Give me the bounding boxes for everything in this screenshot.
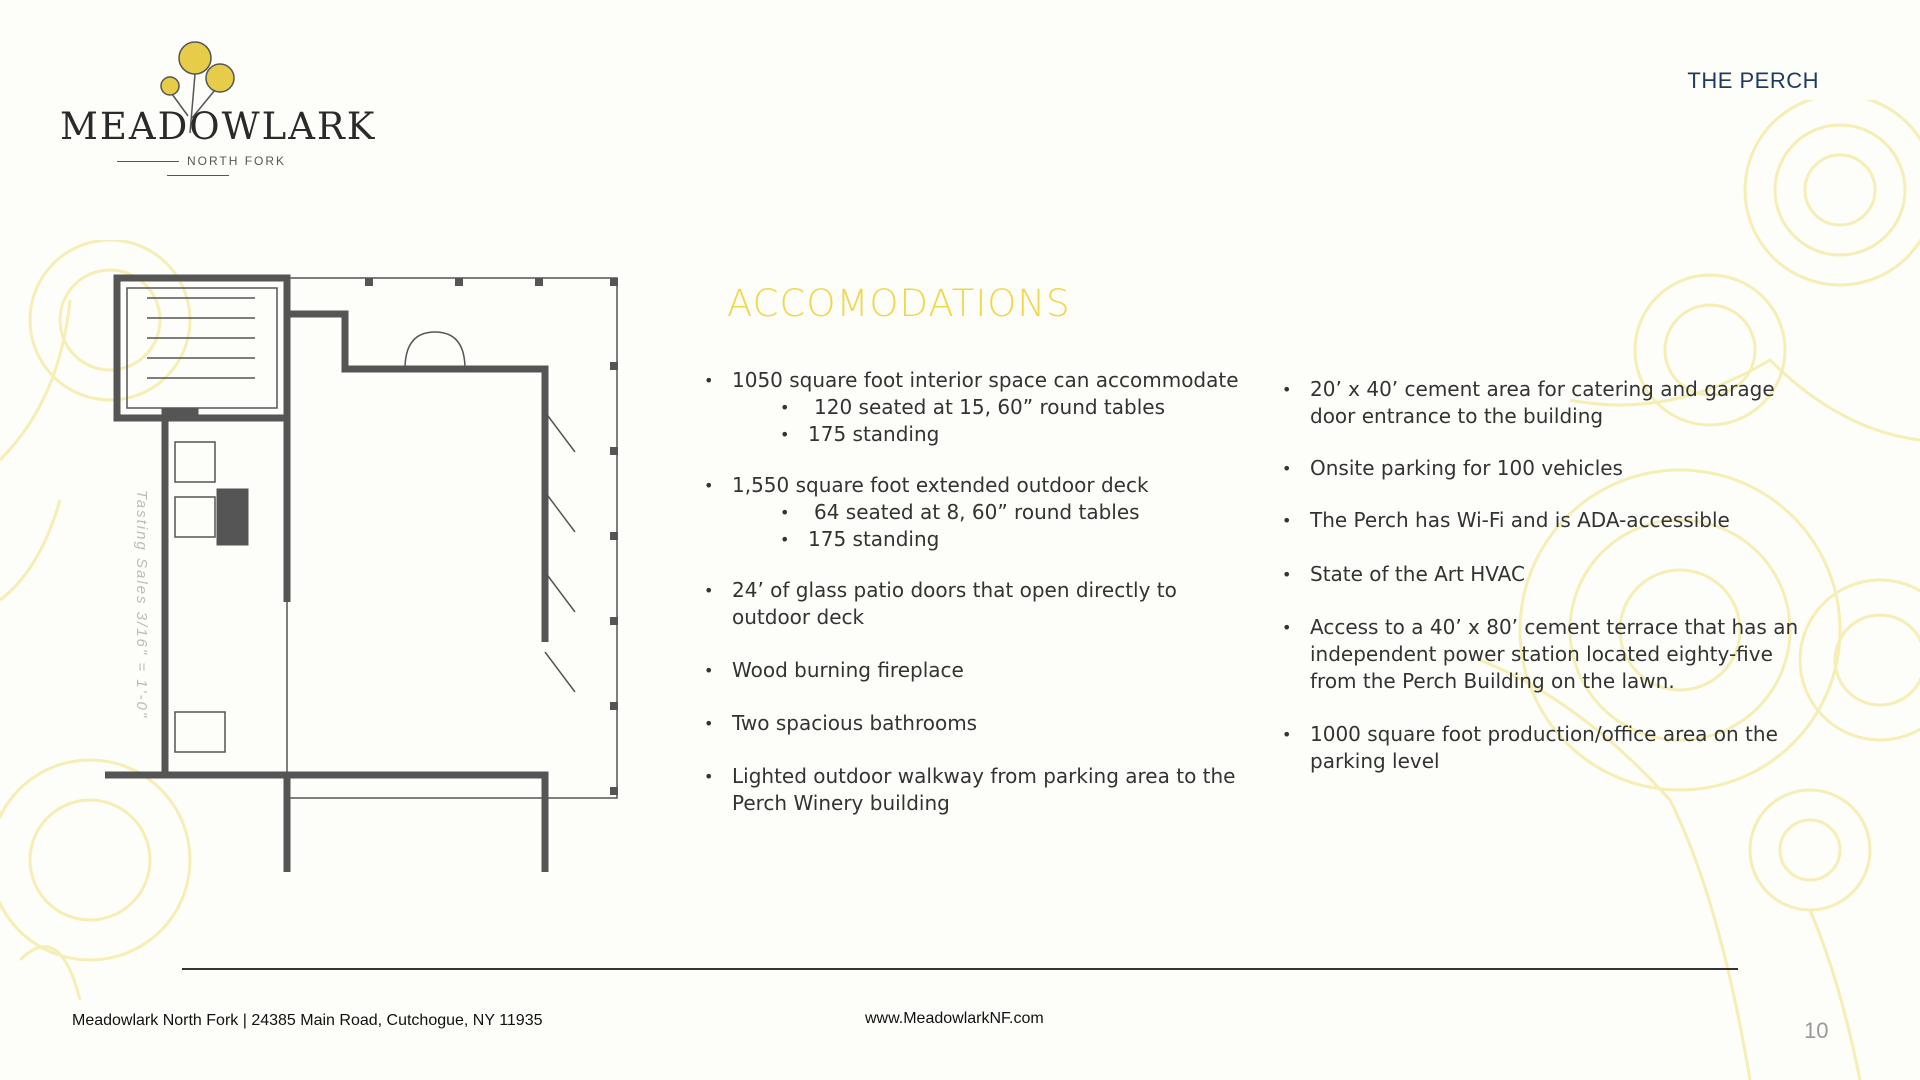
logo-subline-text: NORTH FORK [186,154,287,168]
footer-website-link[interactable]: www.MeadowlarkNF.com [865,1010,1044,1027]
list-item: • Access to a 40’ x 80’ cement terrace that has an independent power station located eighty-five from the Perch Building on the lawn. [1282,614,1802,695]
sub-list-item: • 175 standing [780,421,1244,448]
list-item: • Onsite parking for 100 vehicles [1282,455,1802,482]
list-item-text: Two spacious bathrooms [732,711,978,735]
sub-list-item: • 64 seated at 8, 60” round tables [780,499,1244,526]
page-number: 10 [1804,1018,1829,1043]
list-item [704,657,1244,684]
amenities-list-right [1282,376,1802,775]
footer-divider [182,968,1738,970]
list-item: • State of the Art HVAC [1282,561,1802,588]
section-title: ACCOMODATIONS [727,282,1071,325]
sub-list [732,394,1244,448]
list-item [704,577,1244,631]
sub-list-item: • 175 standing [780,526,1244,553]
amenities-list-left [704,367,1244,817]
list-item [704,763,1244,817]
list-item: • 1000 square foot production/office area on the parking level [1282,721,1802,775]
list-item-text: 1050 square foot interior space can accommodate [732,368,1239,392]
list-item-text: 1,550 square foot extended outdoor deck [732,473,1149,497]
list-item [704,472,1244,553]
sub-list [732,499,1244,553]
list-item-text: 24’ of glass patio doors that open directly to outdoor deck [732,578,1177,629]
logo-wordmark: MEADOWLARK [60,105,377,148]
list-item: • The Perch has Wi-Fi and is ADA-accessible [1282,507,1802,534]
footer-address: Meadowlark North Fork | 24385 Main Road, Cutchogue, NY 11935 [72,1012,543,1029]
floor-plan-image [105,272,645,872]
logo-subline [70,154,325,182]
page-title: THE PERCH [1687,68,1819,93]
list-item-text: Wood burning fireplace [732,658,964,682]
sub-list-item: • 120 seated at 15, 60” round tables [780,394,1244,421]
list-item [704,367,1244,448]
list-item: • 20’ x 40’ cement area for catering and garage door entrance to the building [1282,376,1802,430]
list-item [704,710,1244,737]
list-item-text: Lighted outdoor walkway from parking area to the Perch Winery building [732,764,1236,815]
floor-plan-scale-label: Tasting Sales 3/16" = 1'-0" [133,490,150,720]
